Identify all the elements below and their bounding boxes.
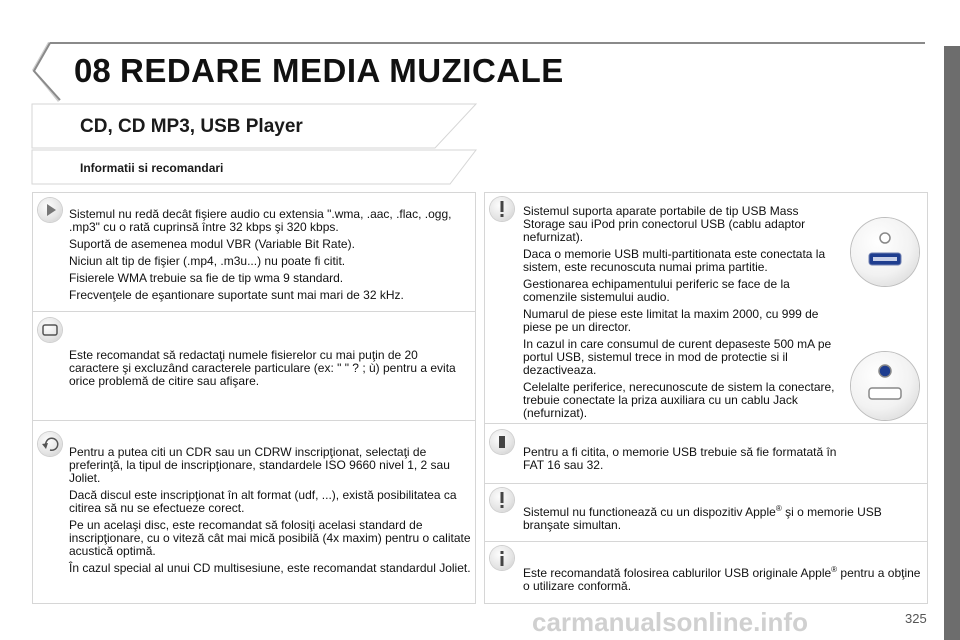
right-separator-2 — [484, 483, 928, 484]
section-subtitle: Informatii si recomandari — [80, 161, 224, 175]
right-panel-1-text — [523, 205, 841, 424]
page-number: 325 — [905, 611, 927, 626]
section-title: CD, CD MP3, USB Player — [80, 116, 303, 137]
note-icon — [38, 318, 62, 342]
paragraph: Numarul de piese este limitat la maxim 2000, cu 999 de piese pe un director. — [523, 307, 819, 334]
paragraph: Niciun alt tip de fişier (.mp4, .m3u...) nu poate fi citit. — [69, 254, 346, 268]
paragraph: Suportă de asemenea modul VBR (Variable Bit Rate). — [69, 237, 355, 251]
warning-icon — [490, 488, 514, 512]
chapter-number: 08 — [74, 52, 111, 89]
square-icon — [490, 430, 514, 454]
paragraph: Celelalte periferice, nerecunoscute de sistem la conectare, trebuie conectate la priza auxiliara cu un cablu Jack (nefurnizat). — [523, 380, 835, 420]
paragraph: Dacă discul este inscripţionat în alt format (udf, ...), există posibilitatea ca citirea să nu se efectueze corect. — [69, 488, 457, 515]
right-panel-4-text — [523, 563, 923, 597]
paragraph: Sistemul suporta aparate portabile de tip USB Mass Storage sau iPod prin conectorul USB (cablu adaptor nefurnizat). — [523, 204, 806, 244]
left-separator-2 — [32, 420, 476, 421]
text-run: şi o memorie USB branşate simultan. — [523, 505, 882, 532]
play-icon — [38, 198, 62, 222]
paragraph: Daca o memorie USB multi-partitionata este conectata la sistem, este recunoscuta numai prima partitie. — [523, 247, 826, 274]
chapter-title: REDARE MEDIA MUZICALE — [120, 52, 564, 89]
left-panel-1-text — [69, 208, 469, 306]
page-side-bar — [944, 46, 960, 640]
text-run: pentru a obţine o utilizare conformă. — [523, 566, 921, 593]
paragraph: În cazul special al unui CD multisesiune, este recomandat standardul Joliet. — [69, 561, 471, 575]
left-panel-2-text — [69, 349, 469, 392]
watermark: carmanualsonline.info — [532, 607, 808, 637]
right-separator-3 — [484, 541, 928, 542]
paragraph: Pentru a fi citita, o memorie USB trebuie să fie formatată în FAT 16 sau 32. — [523, 445, 837, 472]
paragraph: Pentru a putea citi un CDR sau un CDRW inscripţionat, selectaţi de preferinţă, la tipul de inscripţionare, standardele ISO 9660 nivel 1, 2 sau Joliet. — [69, 445, 450, 485]
warning-icon — [490, 197, 514, 221]
usb-port-illustration — [851, 218, 919, 286]
registered-mark: ® — [831, 565, 838, 574]
back-icon — [38, 432, 62, 456]
text-run: Sistemul nu functionează cu un dispozitiv Apple — [523, 505, 776, 519]
paragraph: Pe un acelaşi disc, este recomandat să folosiţi acelasi standard de inscripţionare, cu o viteză cât mai mică posibilă (4x maxim) pentru o calitate acustică optimă. — [69, 518, 471, 558]
jack-port-illustration — [851, 352, 919, 420]
right-panel-3-text — [523, 502, 923, 536]
paragraph: Fisierele WMA trebuie sa fie de tip wma 9 standard. — [69, 271, 344, 285]
left-panel-3-text — [69, 446, 473, 579]
paragraph: In cazul in care consumul de curent depaseste 500 mA pe portul USB, sistemul trece in mod de protectie si il dezactiveaza. — [523, 337, 832, 377]
left-separator-1 — [32, 311, 476, 312]
info-icon — [490, 546, 514, 570]
paragraph: Este recomandat să redactaţi numele fisierelor cu mai puţin de 20 caractere şi excluzând caracterele particulare (ex: " " ? ; ù) pentru a evita orice problemă de citire sau afişare. — [69, 348, 456, 388]
paragraph: Gestionarea echipamentului periferic se face de la comenzile sistemului audio. — [523, 277, 790, 304]
registered-mark: ® — [775, 504, 782, 513]
text-run: Este recomandată folosirea cablurilor USB originale Apple — [523, 566, 832, 580]
paragraph: Sistemul nu redă decât fişiere audio cu extensia ".wma, .aac, .flac, .ogg, .mp3" cu o rată cuprinsă între 32 kbps şi 320 kbps. — [69, 207, 452, 234]
paragraph: Frecvenţele de eşantionare suportate sunt mai mari de 32 kHz. — [69, 288, 404, 302]
right-panel-2-text — [523, 446, 853, 476]
